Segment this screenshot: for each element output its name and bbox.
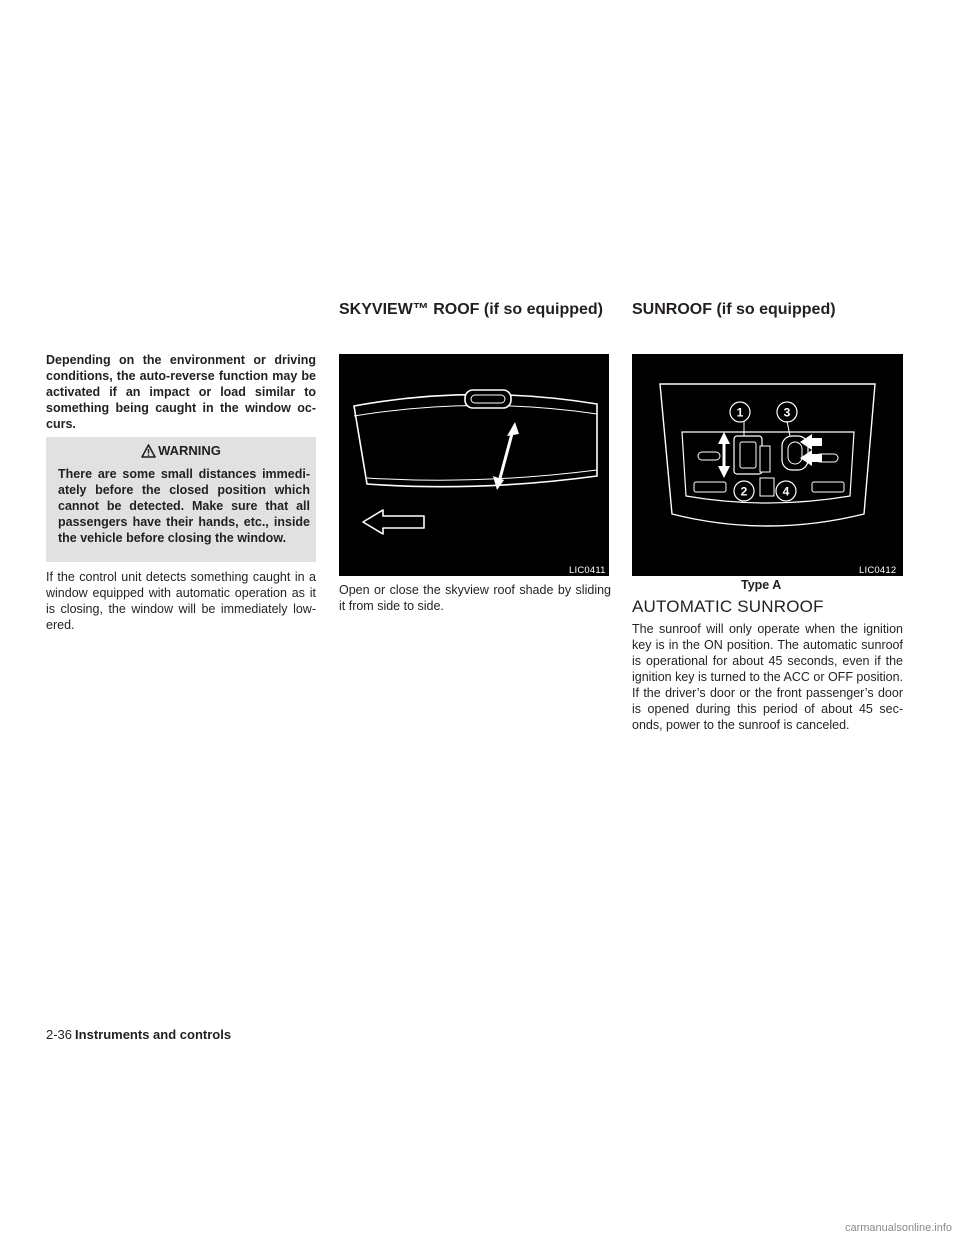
sunroof-paragraph: The sunroof will only operate when the ignition key is in the ON position. The automatic sunroof is operational for about 45 seconds, even if the ignition key is turned to the ACC or OFF position. If the driver’s door or the front passenger’s door is opened during this period of about 45 sec-onds, power to the sunroof is canceled. <box>632 622 903 732</box>
page-number: 2-36 <box>46 1027 73 1042</box>
skyview-roof-figure <box>339 354 609 576</box>
automatic-sunroof-heading: AUTOMATIC SUNROOF <box>632 597 824 616</box>
callout-1: 1 <box>736 405 744 420</box>
sunroof-title: SUNROOF (if so equipped) <box>632 301 836 318</box>
warning-triangle-icon <box>141 444 156 458</box>
figure-caption: Type A <box>741 578 782 592</box>
callout-3: 3 <box>783 405 791 420</box>
sunroof-figure-code: LIC0412 <box>859 565 897 576</box>
page-footer <box>46 1027 231 1042</box>
warning-text: There are some small distances immedi-ately before the closed position which cannot be detected. Make sure that all passengers have their hands, etc., inside the vehicle before closing the window. <box>58 467 310 545</box>
control-unit-paragraph: If the control unit detects something caught in a window equipped with automatic operation as it is closing, the window will be immediately low-ered. <box>46 570 316 632</box>
callout-4: 4 <box>782 484 790 499</box>
sunroof-switch-illustration <box>632 354 903 576</box>
warning-title-text: WARNING <box>158 443 221 458</box>
skyview-figure-code: LIC0411 <box>569 565 606 576</box>
warning-box <box>46 437 316 562</box>
auto-reverse-note: Depending on the environment or driving conditions, the auto-reverse function may be activated if an impact or load similar to something being caught in the window oc-curs. <box>46 353 316 431</box>
skyview-roof-title: SKYVIEW™ ROOF (if so equipped) <box>339 301 603 318</box>
chapter-title: Instruments and controls <box>75 1027 232 1042</box>
sunroof-switch-figure <box>632 354 903 576</box>
watermark: carmanualsonline.info <box>844 1222 952 1234</box>
callout-2: 2 <box>740 484 748 499</box>
skyview-paragraph: Open or close the skyview roof shade by sliding it from side to side. <box>339 583 611 613</box>
warning-title <box>46 443 316 459</box>
skyview-shade-illustration <box>339 354 609 576</box>
